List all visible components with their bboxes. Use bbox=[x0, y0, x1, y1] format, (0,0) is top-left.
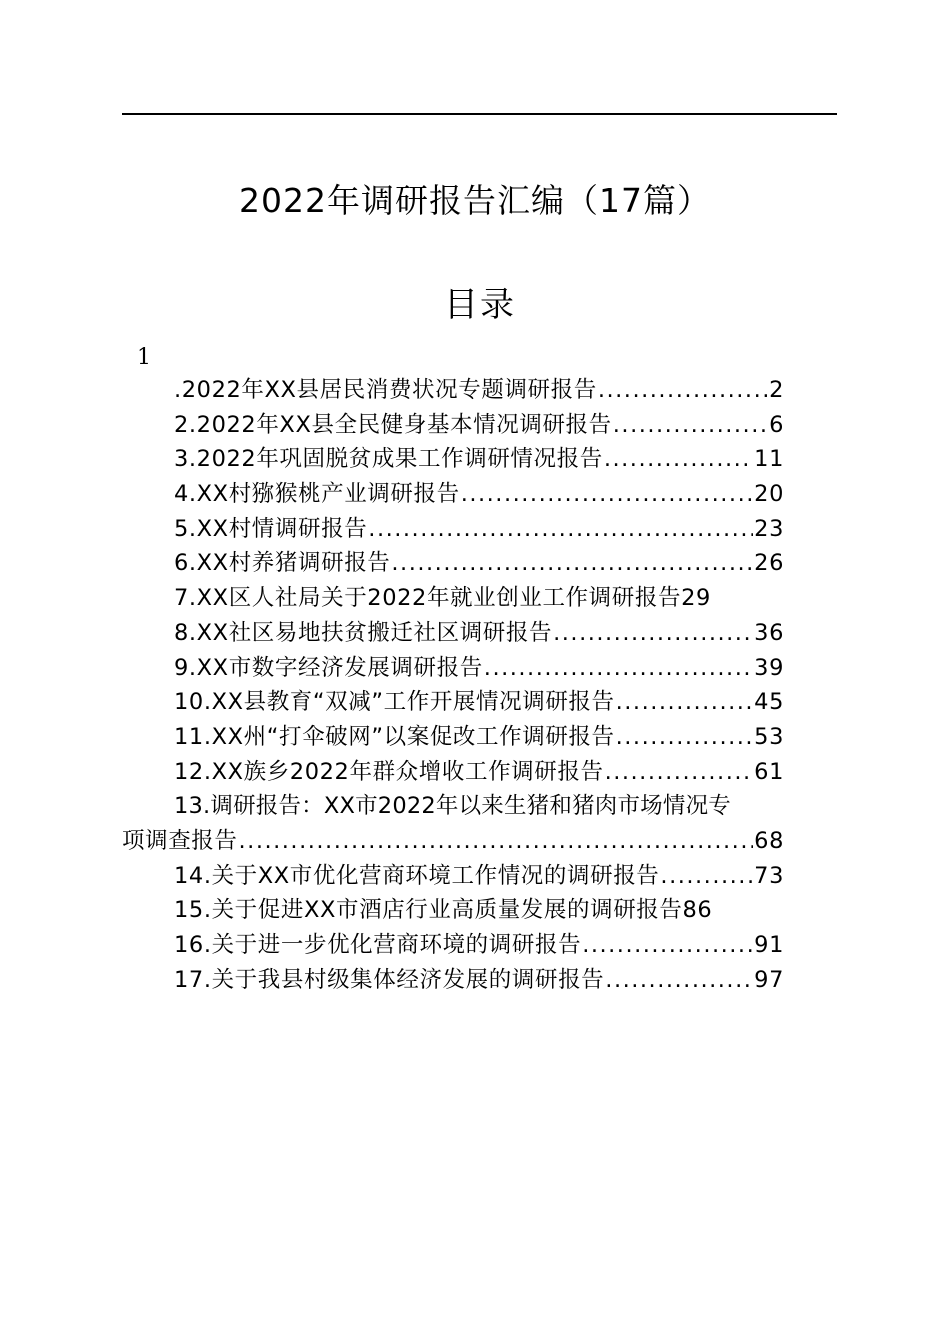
toc-entry-page: 11 bbox=[754, 446, 784, 473]
toc-heading: 目录 bbox=[444, 285, 516, 325]
toc-entry-title: 16.关于进一步优化营商环境的调研报告 bbox=[174, 932, 582, 958]
toc-entry-6[interactable] bbox=[174, 546, 784, 581]
toc-entry-13-continued[interactable] bbox=[122, 824, 784, 859]
document-title: 2022年调研报告汇编（17篇） bbox=[239, 181, 711, 220]
table-of-contents bbox=[122, 373, 784, 997]
toc-entry-4[interactable] bbox=[174, 477, 784, 512]
toc-entry-14[interactable] bbox=[174, 859, 784, 894]
toc-leader-dots bbox=[605, 755, 754, 790]
toc-entry-title: 7.XX区人社局关于2022年就业创业工作调研报告 bbox=[174, 585, 682, 612]
toc-entry-13[interactable] bbox=[174, 789, 838, 824]
toc-entry-title: 2.2022年XX县全民健身基本情况调研报告 bbox=[174, 411, 612, 438]
toc-entry-title: 3.2022年巩固脱贫成果工作调研情况报告 bbox=[174, 446, 603, 473]
toc-entry-12[interactable] bbox=[174, 755, 784, 790]
toc-entry-7[interactable] bbox=[174, 581, 784, 616]
toc-entry-17[interactable] bbox=[174, 963, 784, 998]
toc-entry-page: 91 bbox=[754, 932, 784, 958]
toc-entry-page: 20 bbox=[754, 481, 784, 508]
toc-entry-page: 6 bbox=[769, 411, 784, 438]
toc-entry-8[interactable] bbox=[174, 616, 784, 651]
toc-entry-title: 11.XX州“打伞破网”以案促改工作调研报告 bbox=[174, 723, 615, 750]
toc-entry-title: 5.XX村情调研报告 bbox=[174, 515, 368, 542]
toc-entry-page: 29 bbox=[681, 585, 711, 612]
toc-entry-title: 12.XX族乡2022年群众增收工作调研报告 bbox=[174, 758, 604, 785]
toc-entry-title: 9.XX市数字经济发展调研报告 bbox=[174, 654, 483, 681]
toc-entry-page: 23 bbox=[754, 515, 784, 542]
toc-entry-page: 86 bbox=[682, 897, 713, 924]
toc-entry-title: 15.关于促进XX市酒店行业高质量发展的调研报告 bbox=[174, 897, 683, 924]
toc-leader-dots bbox=[484, 651, 753, 686]
toc-entry-title: 13.调研报告：XX市2022年以来生猪和猪肉市场情况专 bbox=[174, 793, 731, 820]
toc-leader-dots bbox=[604, 442, 753, 477]
toc-leader-dots bbox=[391, 546, 753, 581]
toc-leader-dots bbox=[605, 963, 753, 998]
toc-entry-2[interactable] bbox=[174, 408, 784, 443]
toc-entry-page: 39 bbox=[754, 654, 784, 681]
toc-entry-title: 4.XX村猕猴桃产业调研报告 bbox=[174, 481, 460, 508]
toc-entry-1[interactable] bbox=[174, 373, 784, 408]
toc-entry-page: 68 bbox=[754, 827, 784, 854]
toc-entry-title: 17.关于我县村级集体经济发展的调研报告 bbox=[174, 966, 605, 993]
toc-entry-title-continued: 项调查报告 bbox=[122, 827, 238, 854]
toc-entry-16[interactable] bbox=[174, 928, 784, 963]
header-rule bbox=[122, 113, 837, 115]
toc-entry-title: 10.XX县教育“双减”工作开展情况调研报告 bbox=[174, 689, 615, 716]
toc-entry-page: 2 bbox=[769, 377, 784, 403]
toc-entry-page: 45 bbox=[754, 689, 784, 716]
toc-leader-dots bbox=[660, 859, 753, 894]
toc-leader-dots bbox=[582, 928, 753, 963]
toc-entry-page: 61 bbox=[754, 758, 784, 785]
toc-leader-dots bbox=[239, 824, 754, 859]
toc-leader-dots bbox=[461, 477, 753, 512]
toc-entry-page: 36 bbox=[754, 619, 784, 646]
toc-leader-dots bbox=[553, 616, 753, 651]
toc-entry-title: 6.XX村养猪调研报告 bbox=[174, 550, 391, 577]
toc-leader-dots bbox=[368, 512, 753, 547]
toc-entry-3[interactable] bbox=[174, 442, 784, 477]
toc-entry-5[interactable] bbox=[174, 512, 784, 547]
toc-leader-dots bbox=[616, 685, 754, 720]
toc-entry-9[interactable] bbox=[174, 651, 784, 686]
toc-entry-title: 8.XX社区易地扶贫搬迁社区调研报告 bbox=[174, 619, 553, 646]
toc-entry-11[interactable] bbox=[174, 720, 784, 755]
toc-leader-dots bbox=[613, 408, 768, 443]
stray-number: 1 bbox=[137, 345, 151, 370]
toc-entry-page: 53 bbox=[754, 723, 784, 750]
toc-entry-page: 97 bbox=[754, 966, 784, 993]
toc-entry-title: 14.关于XX市优化营商环境工作情况的调研报告 bbox=[174, 862, 660, 889]
toc-entry-page: 26 bbox=[754, 550, 784, 577]
toc-leader-dots bbox=[616, 720, 754, 755]
toc-entry-title: .2022年XX县居民消费状况专题调研报告 bbox=[174, 377, 597, 403]
toc-leader-dots bbox=[598, 373, 768, 408]
toc-entry-page: 73 bbox=[754, 862, 784, 889]
toc-entry-10[interactable] bbox=[174, 685, 784, 720]
toc-entry-15[interactable] bbox=[174, 893, 784, 928]
